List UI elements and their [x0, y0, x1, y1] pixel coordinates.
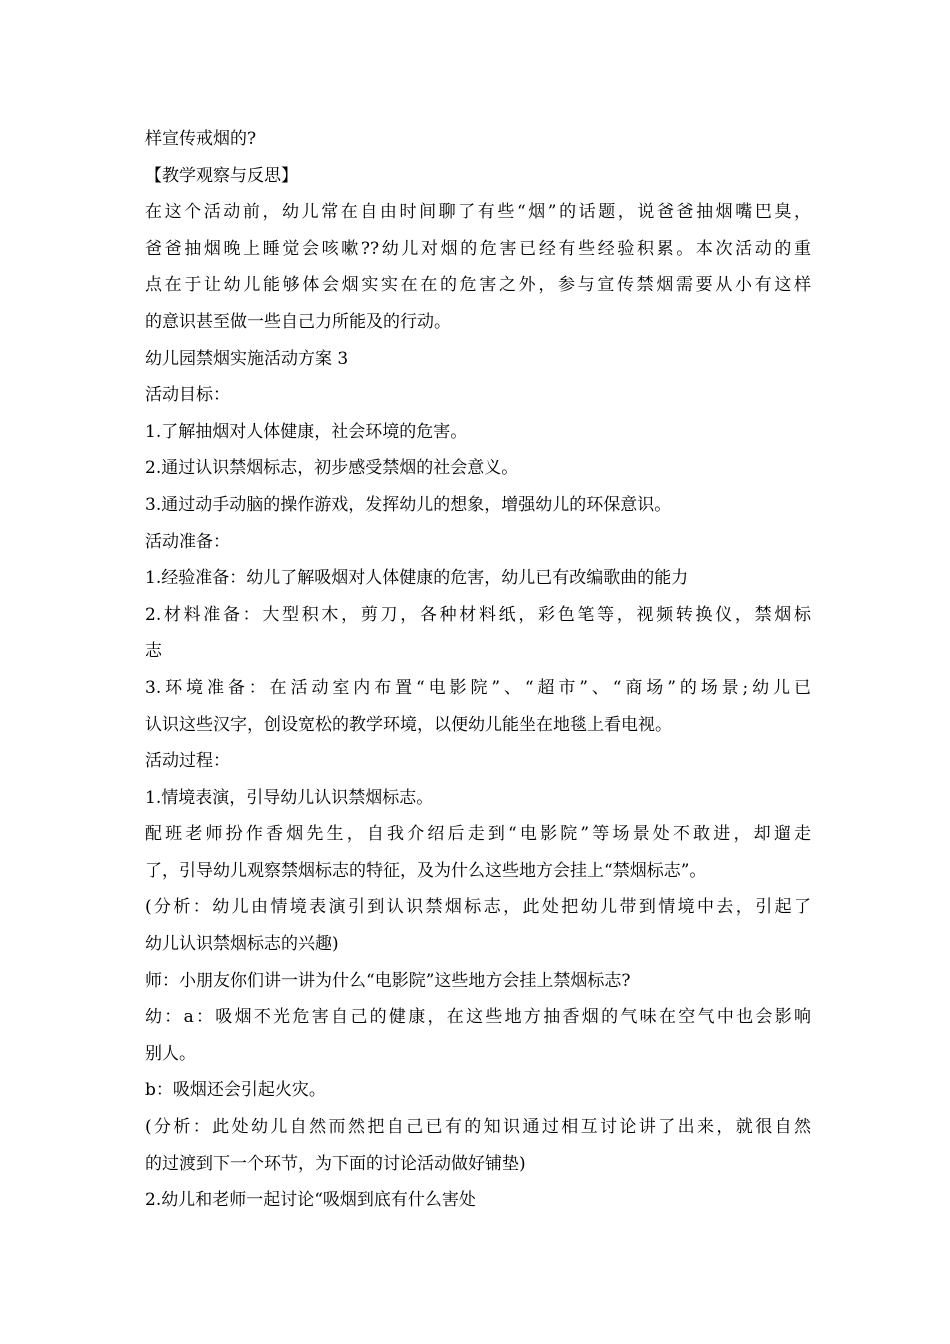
- text-line: 2.通过认识禁烟标志，初步感受禁烟的社会意义。: [145, 458, 519, 479]
- text-line: 师：小朋友你们讲一讲为什么“电影院”这些地方会挂上禁烟标志?: [145, 970, 631, 991]
- text-line: 认识这些汉字，创设宽松的教学环境，以便幼儿能坐在地毯上看电视。: [145, 714, 672, 735]
- text-line: 3.环境准备：在活动室内布置“电影院”、“超市”、“商场”的场景;幼儿已: [145, 677, 811, 698]
- text-line: 幼：a：吸烟不光危害自己的健康，在这些地方抽香烟的气味在空气中也会影响: [145, 1007, 811, 1028]
- text-line: b：吸烟还会引起火灾。: [145, 1080, 326, 1101]
- text-line: 3.通过动手动脑的操作游戏，发挥幼儿的想象，增强幼儿的环保意识。: [145, 494, 672, 515]
- text-line: 爸爸抽烟晚上睡觉会咳嗽??幼儿对烟的危害已经有些经验积累。本次活动的重: [145, 238, 811, 259]
- text-line: 别人。: [145, 1043, 196, 1064]
- text-line: 幼儿认识禁烟标志的兴趣): [145, 934, 339, 955]
- text-line: 2.材料准备：大型积木，剪刀，各种材料纸，彩色笔等，视频转换仪，禁烟标: [145, 604, 811, 625]
- document-body: [145, 121, 811, 1219]
- text-line: (分析：此处幼儿自然而然把自己已有的知识通过相互讨论讲了出来，就很自然: [145, 1117, 811, 1138]
- text-line: 样宣传戒烟的?: [145, 129, 257, 149]
- text-line: 活动过程：: [145, 751, 230, 772]
- text-line: 1.情境表演，引导幼儿认识禁烟标志。: [145, 787, 434, 808]
- text-line: 活动目标：: [145, 385, 230, 406]
- text-line: 的意识甚至做一些自己力所能及的行动。: [145, 311, 451, 332]
- text-line: 活动准备：: [145, 531, 230, 552]
- text-line: 点在于让幼儿能够体会烟实实在在的危害之外，参与宣传禁烟需要从小有这样: [145, 275, 811, 296]
- text-line: 1.了解抽烟对人体健康，社会环境的危害。: [145, 421, 468, 442]
- text-line: 【教学观察与反思】: [145, 165, 298, 186]
- text-line: 了，引导幼儿观察禁烟标志的特征，及为什么这些地方会挂上“禁烟标志”。: [145, 860, 707, 881]
- text-line: 幼儿园禁烟实施活动方案 3: [145, 348, 349, 369]
- text-line: 志: [145, 641, 162, 662]
- text-line: 在这个活动前，幼儿常在自由时间聊了有些“烟”的话题，说爸爸抽烟嘴巴臭，: [145, 202, 811, 223]
- text-line: 配班老师扮作香烟先生，自我介绍后走到“电影院”等场景处不敢进，却遛走: [145, 824, 811, 845]
- text-line: 1.经验准备：幼儿了解吸烟对人体健康的危害，幼儿已有改编歌曲的能力: [145, 568, 689, 589]
- text-line: 的过渡到下一个环节，为下面的讨论活动做好铺垫): [145, 1153, 526, 1174]
- text-line: 2.幼儿和老师一起讨论“吸烟到底有什么害处: [145, 1190, 476, 1211]
- text-line: (分析：幼儿由情境表演引到认识禁烟标志，此处把幼儿带到情境中去，引起了: [145, 897, 811, 918]
